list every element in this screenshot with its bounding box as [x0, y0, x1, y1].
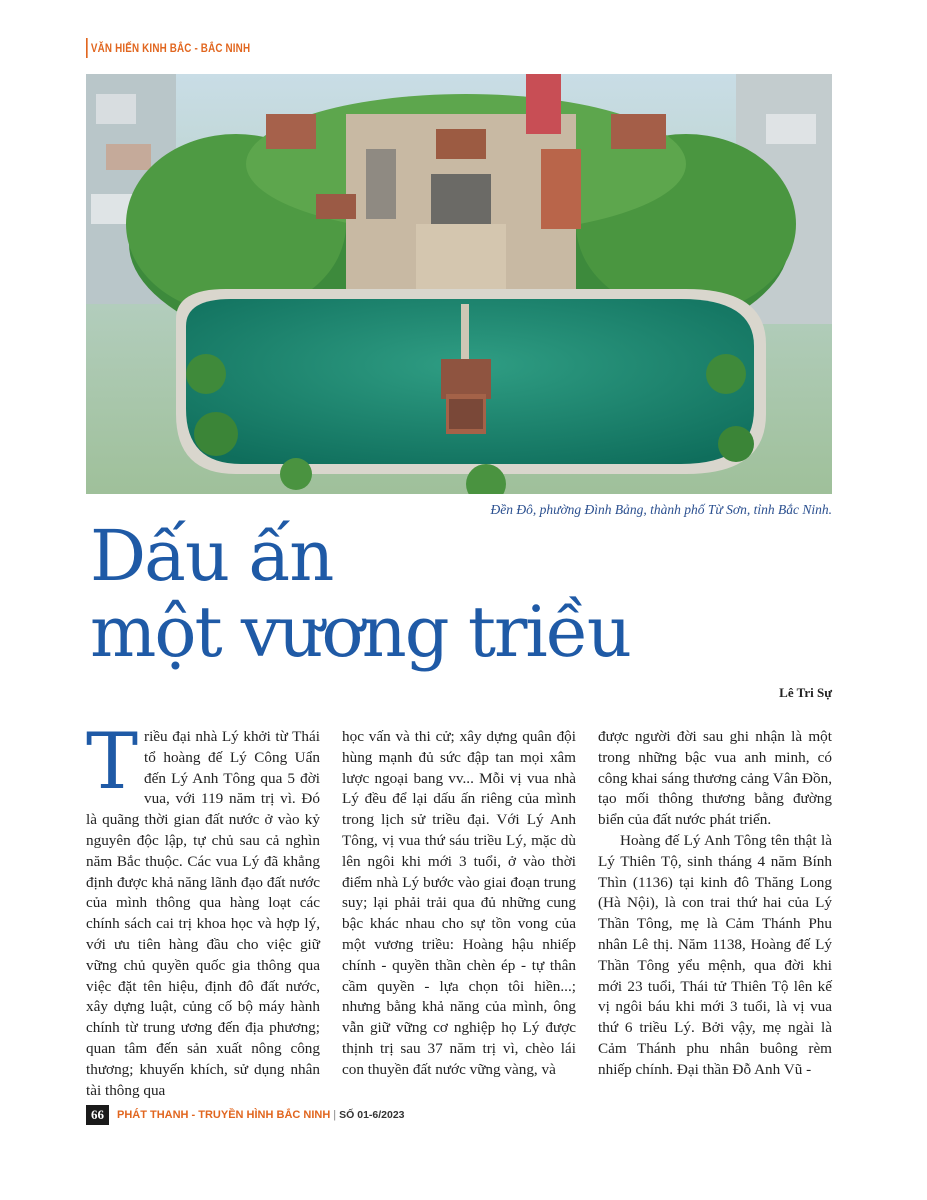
paragraph: học vấn và thi cử; xây dựng quân đội hùng mạnh đủ sức đập tan mọi xâm lược ngoại bang vv... Mỗi vị vua nhà Lý đều để lại dấu ấn riêng của mình trong lịch sử triều đại. Với Lý Anh Tông, vị vua thứ sáu triều Lý, mặc dù lên ngôi khi mới 3 tuổi, ở vào thời điểm nhà Lý bước vào giai đoạn trung suy; lại phải trải qua đủ những cung bậc khác nhau cho sự tồn vong của một vương triều: Hoàng hậu nhiếp chính - quyền thần chèn ép - tự thân cầm quyền - lựa chọn tôi hiền...; nhưng bằng khả năng của mình, ông vẫn giữ vững cơ nghiệp họ Lý được thịnh trị sau 37 năm trị vì, chèo lái con thuyền đất nước vững vàng, và: [342, 728, 576, 1078]
section-header: VĂN HIẾN KINH BẮC - BẮC NINH: [86, 38, 250, 58]
title-line-2: một vương triều: [90, 591, 630, 673]
aerial-temple-photo: [86, 74, 832, 494]
paragraph: được người đời sau ghi nhận là một trong những bậc vua anh minh, có công khai sáng thương cảng Vân Đồn, tạo mối thông thương bằng đường biển của đất nước phát triển.: [598, 728, 832, 829]
page-footer: [86, 1104, 405, 1126]
paragraph: [86, 717, 320, 1101]
article-column-1: [86, 717, 320, 1099]
photo-caption: Đền Đô, phường Đình Bảng, thành phố Từ Sơn, tỉnh Bắc Ninh.: [490, 502, 832, 517]
author-byline: Lê Tri Sự: [779, 685, 832, 700]
footer-separator: |: [333, 1109, 337, 1121]
publication-name: PHÁT THANH - TRUYỀN HÌNH BẮC NINH: [117, 1109, 331, 1121]
article-title: [90, 515, 850, 673]
paragraph: Hoàng đế Lý Anh Tông tên thật là Lý Thiên Tộ, sinh tháng 4 năm Bính Thìn (1136) tại kinh đô Thăng Long (Hà Nội), là con trai thứ hai của Lý Thần Tông, mẹ là Cảm Thánh Phu nhân Lê thị. Năm 1138, Hoàng đế Lý Thần Tông yểu mệnh, qua đời khi mới 23 tuổi, Thái tử Thiên Tộ lên kế vị ngôi báu khi mới 3 tuổi, là vị vua thứ 6 triều Lý. Bởi vậy, mẹ ngài là Cảm Thánh phu nhân buông rèm nhiếp chính. Đại thần Đỗ Anh Vũ -: [598, 831, 832, 1078]
temple-illustration: [86, 74, 832, 494]
drop-cap: T: [86, 717, 139, 807]
article-column-3: [598, 727, 832, 1097]
article-column-2: [342, 727, 576, 1097]
page-number: 66: [86, 1105, 109, 1125]
article-body: [86, 717, 832, 1099]
title-line-1: Dấu ấn: [90, 515, 333, 597]
paragraph-text: riều đại nhà Lý khởi từ Thái tổ hoàng đế Lý Công Uẩn đến Lý Anh Tông qua 5 đời vua, với 119 năm trị vì. Đó là quãng thời gian đất nước ở vào kỷ nguyên độc lập, tự chủ sau cả nghìn năm Bắc thuộc. Các vua Lý đã khẳng định được khả năng lãnh đạo đất nước của mình thông qua hàng loạt các chính sách cai trị khoa học và hợp lý, với ưu tiên hàng đầu cho việc giữ vững chủ quyền quốc gia thông qua việc đặt tên hiệu, định đô đất nước, xây dựng luật, củng cố bộ máy hành chính từ trung ương đến địa phương; quan tâm đến sản xuất nông công thương; khuyến khích, sử dụng nhân tài thông qua: [86, 728, 320, 1099]
issue-number: SỐ 01-6/2023: [339, 1109, 405, 1121]
